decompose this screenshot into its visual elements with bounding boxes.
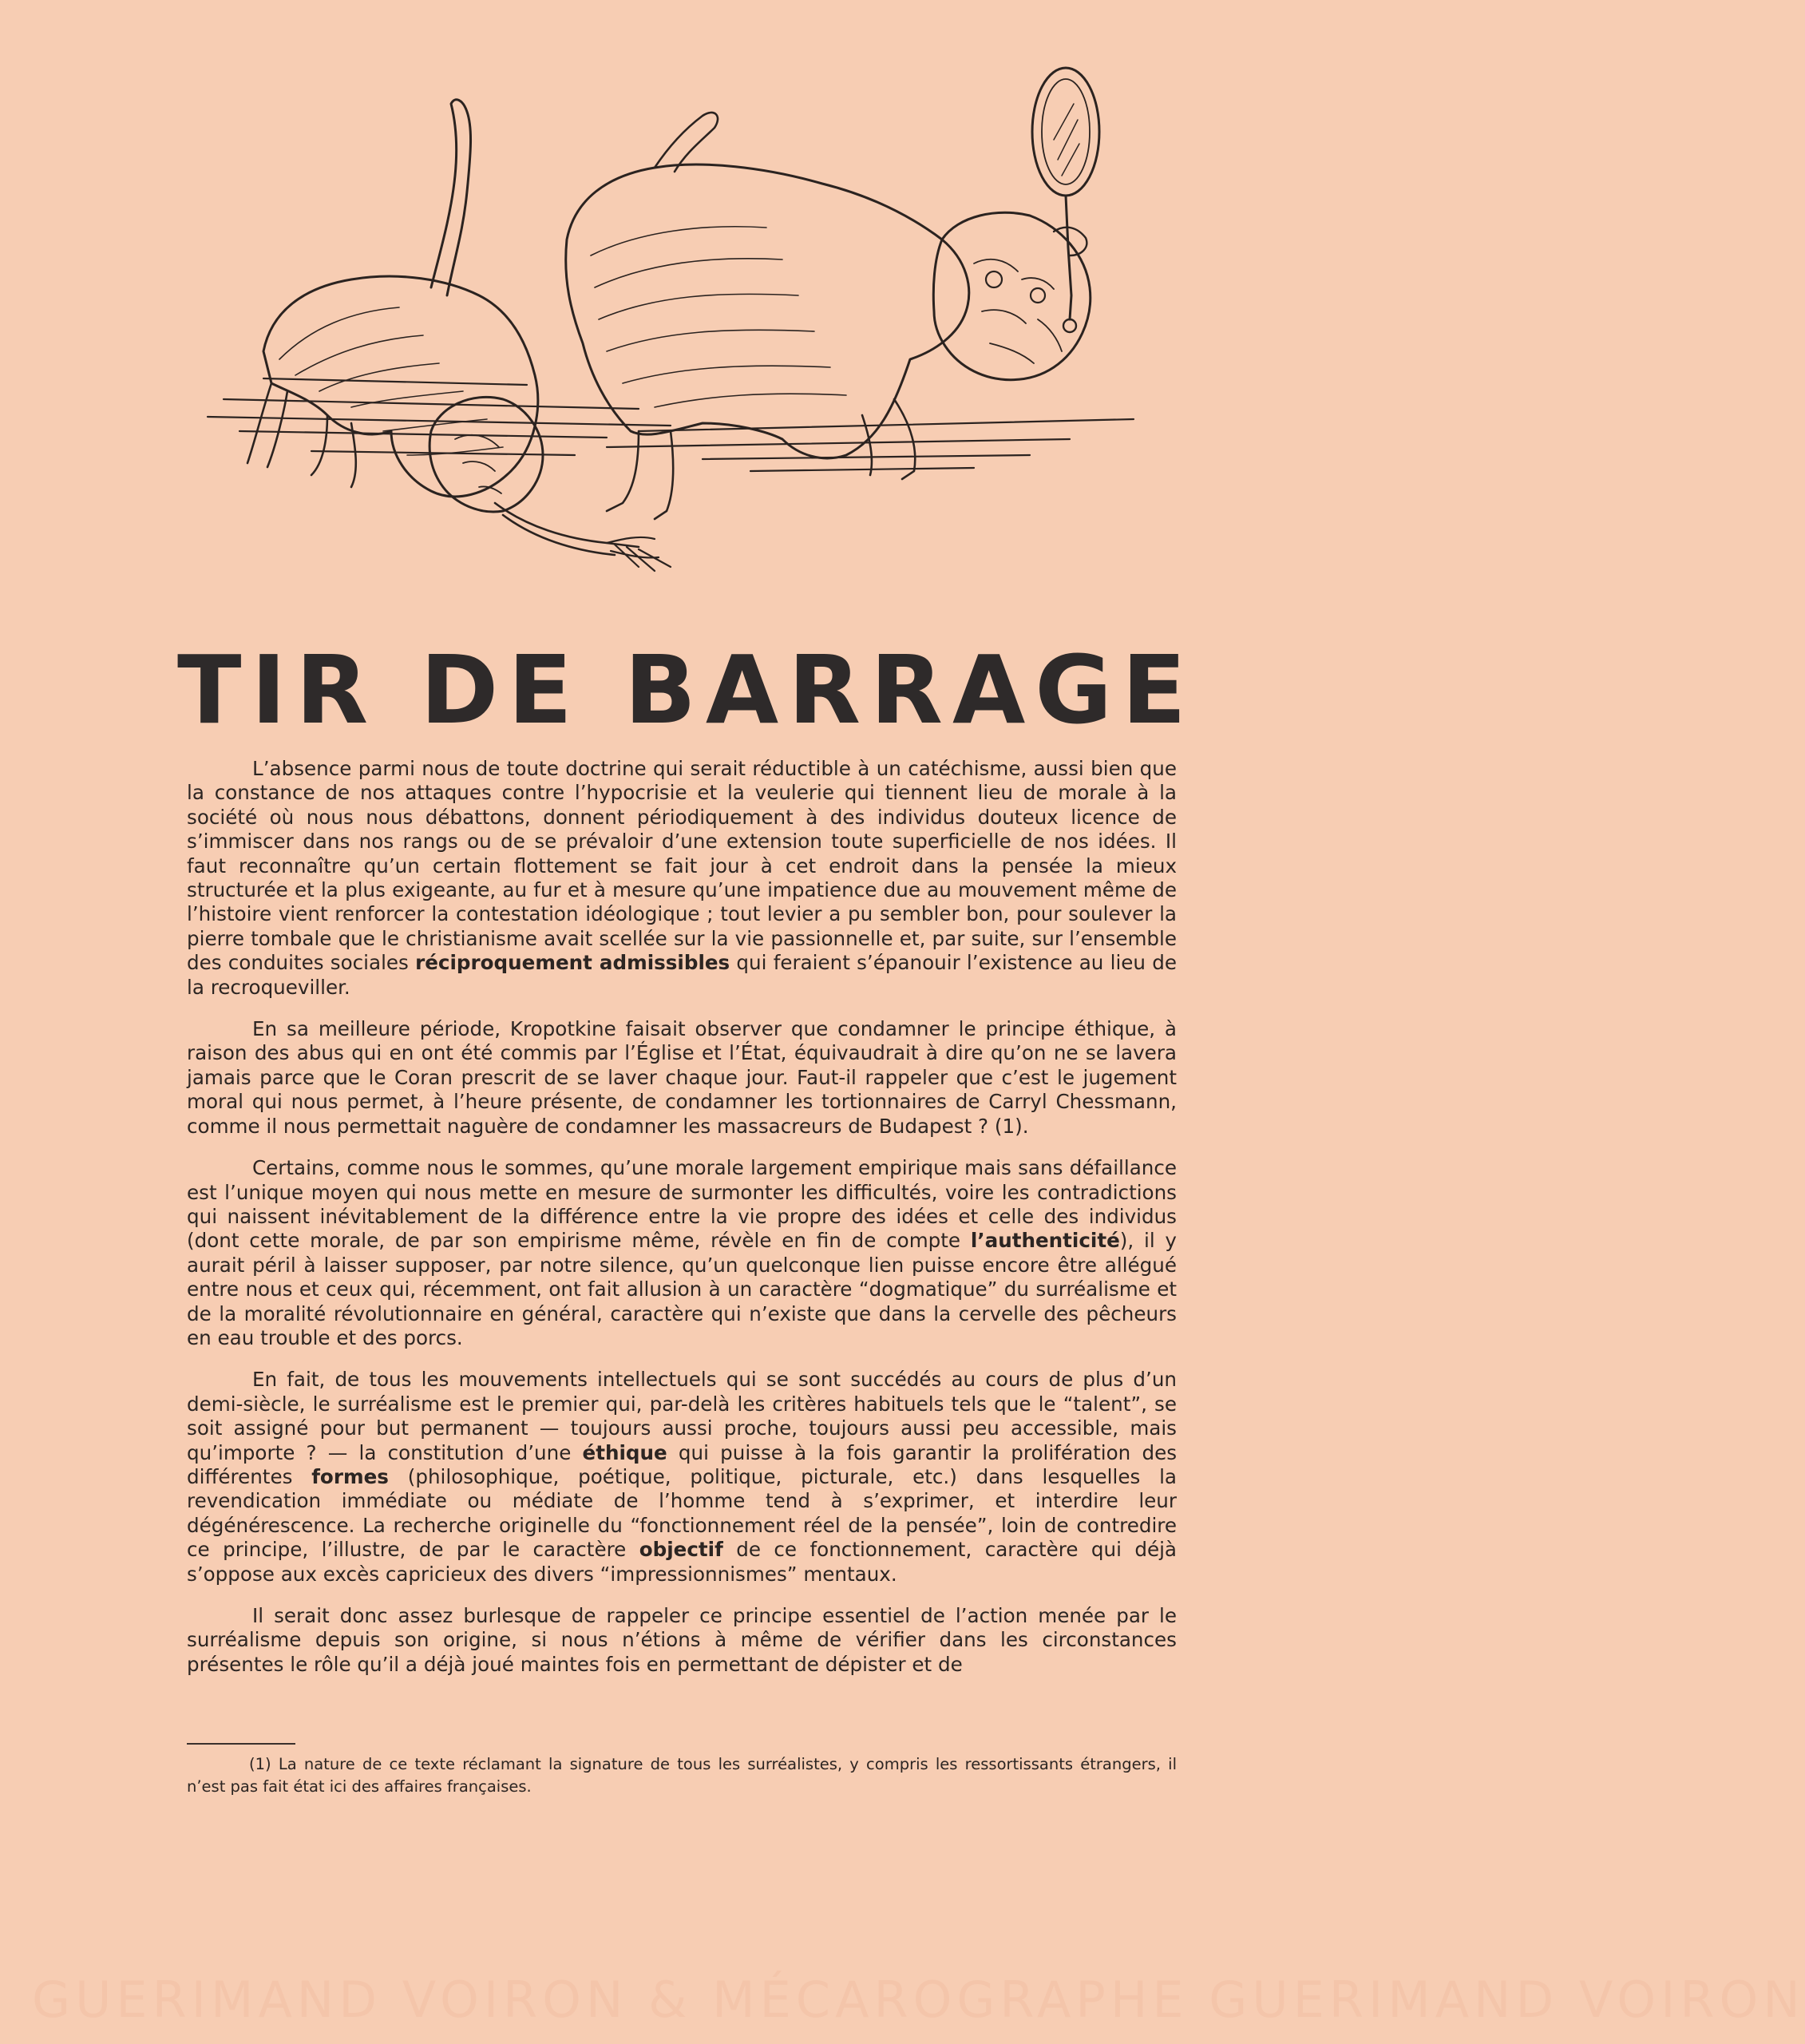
text-run: qui feraient s’épanouir l’existence au lieu de la recroqueviller. [187, 951, 1177, 999]
footnote-divider [187, 1743, 295, 1745]
paragraph-5 [187, 1604, 1177, 1677]
article-body [187, 757, 1177, 1694]
text-run: En fait, de tous les mouvements intellectuels qui se sont succédés au cours de plus d’un demi-siècle, le surréalisme est le premier qui, par-delà les critères habituels tels que le “talent”, se soit assigné pour but permanent — toujours aussi proche, toujours aussi peu accessible, mais qu’importe ? — la constitution d’une [187, 1368, 1177, 1464]
text-run: En sa meilleure période, Kropotkine faisait observer que condamner le principe éthique, à raison des abus qui en ont été commis par l’Église et l’État, équivaudrait à dire qu’on ne se lavera jamais parce que le Coran prescrit de se laver chaque jour. Faut-il rappeler que c’est le jugement moral qui nous permet, à l’heure présente, de condamner les tortionnaires de Carryl Chessmann, comme il nous permettait naguère de condamner les massacreurs de Budapest ? (1). [187, 1017, 1177, 1138]
monkeys-illustration [192, 56, 1174, 639]
paragraph-2 [187, 1017, 1177, 1139]
footnote: (1) La nature de ce texte réclamant la signature de tous les surréalistes, y compris les ressortissants étrangers, il n’est pas fait état ici des affaires françaises. [187, 1755, 1177, 1796]
document-title: TIR DE BARRAGE [177, 635, 1196, 745]
paragraph-4 [187, 1368, 1177, 1586]
text-run: L’absence parmi nous de toute doctrine qui serait réductible à un catéchisme, aussi bien que la constance de nos attaques contre l’hypocrisie et la veulerie qui tiennent lieu de morale à la société où nous nous débattons, donnent périodiquement à des individus douteux licence de s’immiscer dans nos rangs ou de se prévaloir d’une extension toute superficielle de nos idées. Il faut reconnaître qu’un certain flottement se fait jour à cet endroit dans la pensée la mieux structurée et la plus exigeante, au fur et à mesure qu’une impatience due au mouvement même de l’histoire vient renforcer la contestation idéologique ; tout levier a pu sembler bon, pour soulever la pierre tombale que le christianisme avait scellée sur la vie passionnelle et, par suite, sur l’ensemble des conduites sociales [187, 757, 1177, 975]
paragraph-3 [187, 1156, 1177, 1350]
bold-term: objectif [639, 1538, 723, 1562]
text-run: de ce fonctionnement, caractère qui déjà s’oppose aux excès capricieux des divers “impressionnismes” mentaux. [187, 1538, 1178, 1586]
text-run: ), il y aurait péril à laisser supposer, par notre silence, qu’un quelconque lien puisse encore être allégué entre nous et ceux qui, récemment, ont fait allusion à un caractère “dogmatique” du surréalisme et de la moralité révolutionnaire en général, caractère qui n’existe que dans la cervelle des pêcheurs en eau trouble et des porcs. [187, 1229, 1177, 1349]
text-run: Certains, comme nous le sommes, qu’une morale largement empirique mais sans défaillance est l’unique moyen qui nous mette en mesure de surmonter les difficultés, voire les contradictions qui naissent inévitablement de la différence entre la vie propre des idées et celle des individus (dont cette morale, de par son empirisme même, révèle en fin de compte [187, 1156, 1177, 1253]
bold-term: formes [311, 1464, 389, 1488]
paper-watermark: GUERIMAND VOIRON & MÉCAROGRAPHE GUERIMAND VOIRON [32, 1971, 1805, 2029]
text-run: qui puisse à la fois garantir la prolifération des différentes [187, 1440, 1178, 1488]
paragraph-1 [187, 757, 1177, 1000]
text-run: (philosophique, poétique, politique, picturale, etc.) dans lesquelles la revendication immédiate ou médiate de l’homme tend à s’exprimer, et interdire leur dégénérescence. La recherche originelle du “fonctionnement réel de la pensée”, loin de contredire ce principe, l’illustre, de par le caractère [187, 1464, 1177, 1562]
bold-term: l’authenticité [970, 1229, 1120, 1253]
bold-term: éthique [582, 1440, 667, 1464]
text-run: Il serait donc assez burlesque de rappeler ce principe essentiel de l’action menée par le surréalisme depuis son origine, si nous n’étions à même de vérifier dans les circonstances présentes le rôle qu’il a déjà joué maintes fois en permettant de dépister et de [187, 1604, 1177, 1676]
bold-term: réciproquement admissibles [415, 951, 730, 975]
